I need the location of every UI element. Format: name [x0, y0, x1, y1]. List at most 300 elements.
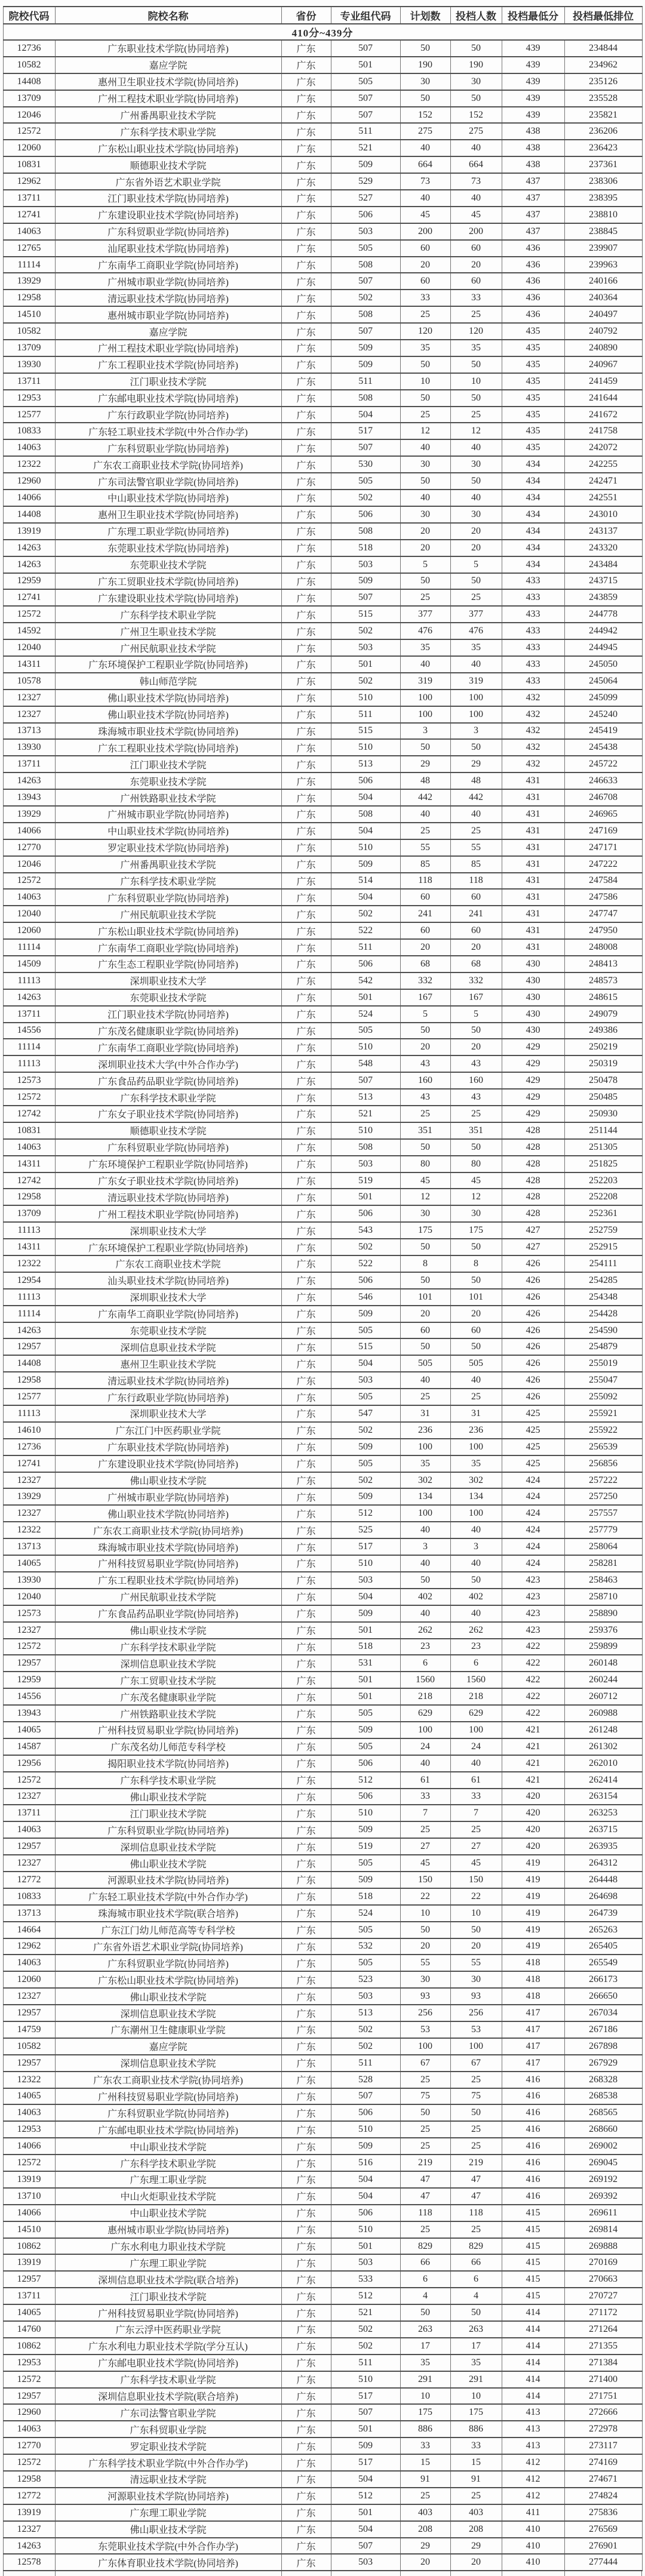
cell-college-name: 广东女子职业技术学院(协同培养) [55, 1106, 281, 1122]
cell-min-rank: 266650 [564, 1988, 642, 2005]
cell-admitted-count: 152 [450, 107, 502, 124]
table-row [3, 2188, 642, 2205]
cell-min-score: 433 [502, 589, 564, 606]
table-row [3, 606, 642, 623]
cell-college-name: 广东建设职业技术学院(协同培养) [55, 1455, 281, 1472]
cell-major-group-code: 542 [331, 972, 400, 989]
cell-college-name: 惠州城市职业学院(协同培养) [55, 306, 281, 323]
table-row [3, 1156, 642, 1172]
cell-plan-count: 93 [400, 1988, 450, 2005]
table-row [3, 1355, 642, 1372]
cell-province: 广东 [281, 1988, 331, 2005]
cell-plan-count: 50 [400, 1272, 450, 1289]
cell-major-group-code: 511 [331, 2055, 400, 2072]
cell-major-group-code: 505 [331, 1955, 400, 1971]
cell-min-rank: 235126 [564, 73, 642, 90]
cell-plan-count: 6 [400, 1655, 450, 1672]
table-row [3, 1205, 642, 1222]
cell-plan-count: 48 [400, 773, 450, 789]
cell-admitted-count: 505 [450, 1355, 502, 1372]
table-row [3, 1922, 642, 1938]
cell-min-rank: 267034 [564, 2005, 642, 2021]
cell-min-score: 416 [502, 2155, 564, 2171]
cell-min-rank: 260988 [564, 1705, 642, 1722]
cell-min-score: 424 [502, 1488, 564, 1505]
cell-major-group-code: 510 [331, 2221, 400, 2238]
col-header-min-rank: 投档最低排位 [564, 7, 642, 24]
cell-major-group-code: 505 [331, 1922, 400, 1938]
cell-admitted-count: 10 [450, 2388, 502, 2405]
cell-admitted-count: 476 [450, 623, 502, 639]
cell-province: 广东 [281, 1971, 331, 1988]
cell-admitted-count: 351 [450, 1122, 502, 1139]
cell-college-name: 深圳信息职业技术学院 [55, 1338, 281, 1355]
cell-min-score: 423 [502, 1572, 564, 1589]
table-row [3, 1322, 642, 1339]
cell-admitted-count: 48 [450, 773, 502, 789]
cell-admitted-count: 150 [450, 1872, 502, 1888]
cell-min-rank: 250930 [564, 1106, 642, 1122]
cell-major-group-code: 532 [331, 1938, 400, 1955]
cell-min-rank: 252208 [564, 1189, 642, 1205]
cell-admitted-count: 40 [450, 1522, 502, 1538]
cell-plan-count: 10 [400, 1905, 450, 1922]
cell-college-name: 嘉应学院 [55, 57, 281, 73]
cell-plan-count: 118 [400, 873, 450, 890]
cell-province: 广东 [281, 1239, 331, 1255]
cell-province: 广东 [281, 107, 331, 124]
cell-college-code: 14063 [3, 2104, 55, 2121]
cell-province: 广东 [281, 356, 331, 373]
cell-min-rank: 269611 [564, 2205, 642, 2221]
cell-min-rank: 256856 [564, 1455, 642, 1472]
cell-college-code: 12958 [3, 1372, 55, 1389]
cell-admitted-count: 47 [450, 2171, 502, 2188]
table-row [3, 439, 642, 456]
cell-college-code: 11114 [3, 1306, 55, 1322]
cell-admitted-count: 73 [450, 173, 502, 190]
cell-major-group-code: 503 [331, 1572, 400, 1589]
cell-college-code: 13930 [3, 1572, 55, 1589]
cell-min-rank: 247169 [564, 823, 642, 839]
table-row [3, 1855, 642, 1872]
cell-college-name: 江门职业技术学院 [55, 2288, 281, 2304]
cell-admitted-count: 629 [450, 1705, 502, 1722]
cell-plan-count: 20 [400, 939, 450, 956]
cell-college-name: 佛山职业技术学院 [55, 1622, 281, 1639]
cell-college-name: 广东轻工职业技术学院(中外合作办学) [55, 423, 281, 439]
cell-province: 广东 [281, 556, 331, 573]
table-row [3, 1755, 642, 1772]
cell-province: 广东 [281, 1055, 331, 1072]
cell-min-rank: 258890 [564, 1605, 642, 1622]
cell-admitted-count: 120 [450, 323, 502, 340]
table-row [3, 140, 642, 156]
cell-min-rank: 255922 [564, 1422, 642, 1439]
cell-college-name: 佛山职业技术学院(协同培养) [55, 1505, 281, 1522]
cell-province: 广东 [281, 623, 331, 639]
cell-college-code: 14263 [3, 773, 55, 789]
cell-major-group-code: 509 [331, 2138, 400, 2155]
table-row [3, 123, 642, 140]
cell-major-group-code: 513 [331, 756, 400, 773]
cell-min-rank: 254879 [564, 1338, 642, 1355]
cell-min-rank: 270169 [564, 2254, 642, 2271]
cell-admitted-count: 3 [450, 1538, 502, 1555]
cell-college-code: 12959 [3, 573, 55, 590]
table-row [3, 1655, 642, 1672]
cell-province: 广东 [281, 2371, 331, 2388]
cell-province: 广东 [281, 1789, 331, 1805]
cell-province: 广东 [281, 1922, 331, 1938]
cell-province: 广东 [281, 889, 331, 906]
cell-admitted-count: 22 [450, 1888, 502, 1905]
cell-college-code: 12958 [3, 290, 55, 306]
cell-min-score: 432 [502, 706, 564, 723]
cell-province: 广东 [281, 1622, 331, 1639]
cell-min-score: 439 [502, 73, 564, 90]
cell-admitted-count: 167 [450, 989, 502, 1006]
cutoff-cell [450, 2571, 502, 2576]
cell-college-code: 10582 [3, 2038, 55, 2055]
cell-major-group-code: 508 [331, 257, 400, 273]
cell-college-name: 广东司法警官职业学院 [55, 2404, 281, 2421]
cell-min-rank: 270727 [564, 2288, 642, 2304]
table-row [3, 2538, 642, 2555]
table-row [3, 1488, 642, 1505]
cell-plan-count: 256 [400, 2005, 450, 2021]
cell-province: 广东 [281, 2138, 331, 2155]
cell-province: 广东 [281, 989, 331, 1006]
cell-college-name: 佛山职业技术学院 [55, 2521, 281, 2538]
table-row [3, 340, 642, 356]
cell-admitted-count: 403 [450, 2504, 502, 2521]
cell-college-name: 广州科技贸易职业学院(协同培养) [55, 2304, 281, 2321]
cell-plan-count: 262 [400, 1622, 450, 1639]
cell-province: 广东 [281, 1505, 331, 1522]
cell-min-score: 435 [502, 356, 564, 373]
cell-province: 广东 [281, 373, 331, 390]
cell-min-rank: 248008 [564, 939, 642, 956]
cell-min-score: 412 [502, 2454, 564, 2471]
table-header-row [3, 7, 642, 24]
cell-min-score: 417 [502, 2005, 564, 2021]
table-row [3, 922, 642, 939]
cell-min-rank: 267898 [564, 2038, 642, 2055]
cell-college-name: 嘉应学院 [55, 2038, 281, 2055]
cell-college-code: 12742 [3, 1172, 55, 1189]
cell-major-group-code: 503 [331, 639, 400, 656]
table-row [3, 2388, 642, 2405]
cell-college-code: 11114 [3, 939, 55, 956]
cell-province: 广东 [281, 40, 331, 57]
table-row [3, 656, 642, 673]
cell-plan-count: 15 [400, 2454, 450, 2471]
cell-major-group-code: 506 [331, 2104, 400, 2121]
cell-plan-count: 24 [400, 1738, 450, 1755]
cutoff-cell [502, 2571, 564, 2576]
cell-min-score: 431 [502, 873, 564, 890]
table-row [3, 2121, 642, 2138]
cell-province: 广东 [281, 140, 331, 156]
cell-plan-count: 17 [400, 2338, 450, 2355]
cell-college-name: 广东职业技术学院(协同培养) [55, 1439, 281, 1455]
cell-college-name: 广东省外语艺术职业学院 [55, 173, 281, 190]
cell-admitted-count: 31 [450, 1405, 502, 1422]
cell-college-code: 12327 [3, 690, 55, 706]
cell-plan-count: 629 [400, 1705, 450, 1722]
cell-min-score: 422 [502, 1655, 564, 1672]
cell-college-name: 广东科学技术职业学院 [55, 2155, 281, 2171]
cell-admitted-count: 35 [450, 639, 502, 656]
cell-major-group-code: 504 [331, 407, 400, 423]
cell-major-group-code: 506 [331, 207, 400, 223]
cell-min-rank: 243320 [564, 540, 642, 556]
cell-plan-count: 20 [400, 540, 450, 556]
cell-major-group-code: 515 [331, 723, 400, 740]
cell-min-score: 413 [502, 2421, 564, 2437]
cell-major-group-code: 508 [331, 1139, 400, 1156]
col-header-province: 省份 [281, 7, 331, 24]
cell-college-code: 12957 [3, 1838, 55, 1855]
table-row [3, 1372, 642, 1389]
cell-province: 广东 [281, 1605, 331, 1622]
cell-college-code: 10582 [3, 323, 55, 340]
cell-plan-count: 505 [400, 1355, 450, 1372]
cell-min-score: 431 [502, 806, 564, 823]
cell-major-group-code: 507 [331, 107, 400, 124]
cell-plan-count: 7 [400, 1805, 450, 1821]
table-row [3, 1422, 642, 1439]
cell-min-score: 435 [502, 373, 564, 390]
cell-min-rank: 239907 [564, 240, 642, 257]
cell-admitted-count: 200 [450, 223, 502, 240]
cell-admitted-count: 262 [450, 1622, 502, 1639]
cell-min-score: 428 [502, 1139, 564, 1156]
cell-province: 广东 [281, 1688, 331, 1705]
cell-plan-count: 476 [400, 623, 450, 639]
cell-province: 广东 [281, 173, 331, 190]
cell-admitted-count: 20 [450, 523, 502, 540]
cell-college-code: 13711 [3, 373, 55, 390]
cell-major-group-code: 511 [331, 939, 400, 956]
cell-major-group-code: 528 [331, 2072, 400, 2088]
cell-plan-count: 40 [400, 1555, 450, 1572]
table-row [3, 589, 642, 606]
cell-province: 广东 [281, 723, 331, 740]
cell-min-score: 432 [502, 756, 564, 773]
cell-province: 广东 [281, 2521, 331, 2538]
cell-province: 广东 [281, 57, 331, 73]
cell-min-score: 430 [502, 989, 564, 1006]
cell-plan-count: 50 [400, 473, 450, 490]
table-row [3, 1789, 642, 1805]
cell-admitted-count: 45 [450, 207, 502, 223]
cell-admitted-count: 80 [450, 1156, 502, 1172]
cutoff-cell [331, 2571, 400, 2576]
cell-plan-count: 100 [400, 706, 450, 723]
cell-admitted-count: 60 [450, 240, 502, 257]
cell-college-code: 14063 [3, 223, 55, 240]
cell-admitted-count: 101 [450, 1289, 502, 1306]
cell-min-score: 431 [502, 789, 564, 806]
cell-min-rank: 245064 [564, 673, 642, 690]
cell-min-score: 417 [502, 2055, 564, 2072]
cell-province: 广东 [281, 1855, 331, 1872]
cell-province: 广东 [281, 1106, 331, 1122]
cell-college-code: 11114 [3, 257, 55, 273]
table-row [3, 1955, 642, 1971]
table-row [3, 306, 642, 323]
cell-college-code: 12954 [3, 1272, 55, 1289]
cell-province: 广东 [281, 856, 331, 873]
table-row [3, 2021, 642, 2038]
cell-province: 广东 [281, 1872, 331, 1888]
cell-min-rank: 267186 [564, 2021, 642, 2038]
cell-major-group-code: 501 [331, 1189, 400, 1205]
cell-min-score: 432 [502, 690, 564, 706]
cell-min-score: 427 [502, 1239, 564, 1255]
table-row [3, 423, 642, 439]
cell-min-rank: 262010 [564, 1755, 642, 1772]
cell-plan-count: 351 [400, 1122, 450, 1139]
table-row [3, 1338, 642, 1355]
cell-college-name: 广东司法警官职业学院(协同培养) [55, 473, 281, 490]
cell-plan-count: 20 [400, 1039, 450, 1055]
cell-admitted-count: 25 [450, 2488, 502, 2504]
cell-min-score: 430 [502, 956, 564, 972]
table-row [3, 1272, 642, 1289]
cell-min-rank: 254590 [564, 1322, 642, 1339]
cell-admitted-count: 60 [450, 889, 502, 906]
table-row [3, 1938, 642, 1955]
cell-admitted-count: 100 [450, 1722, 502, 1738]
cell-min-rank: 264312 [564, 1855, 642, 1872]
table-row [3, 989, 642, 1006]
cell-admitted-count: 50 [450, 1023, 502, 1039]
cell-province: 广东 [281, 190, 331, 207]
cell-major-group-code: 510 [331, 690, 400, 706]
cell-college-code: 13713 [3, 1538, 55, 1555]
cell-min-score: 414 [502, 2388, 564, 2405]
cell-college-name: 广东水利电力职业技术学院(学分互认) [55, 2338, 281, 2355]
cell-college-name: 江门职业技术学院 [55, 756, 281, 773]
cell-college-code: 12327 [3, 2521, 55, 2538]
cell-min-score: 434 [502, 556, 564, 573]
cell-admitted-count: 5 [450, 1006, 502, 1023]
table-row [3, 739, 642, 756]
cell-province: 广东 [281, 1538, 331, 1555]
cell-major-group-code: 504 [331, 2521, 400, 2538]
cell-min-rank: 274824 [564, 2488, 642, 2504]
cell-college-name: 广东理工职业学院(协同培养) [55, 523, 281, 540]
cell-major-group-code: 504 [331, 823, 400, 839]
cell-plan-count: 27 [400, 1838, 450, 1855]
cell-min-rank: 269192 [564, 2171, 642, 2188]
cell-plan-count: 25 [400, 1821, 450, 1838]
table-row [3, 207, 642, 223]
cell-min-score: 418 [502, 1988, 564, 2005]
cell-min-rank: 236206 [564, 123, 642, 140]
cell-admitted-count: 45 [450, 1855, 502, 1872]
cell-min-score: 414 [502, 2321, 564, 2338]
cell-major-group-code: 506 [331, 506, 400, 523]
cell-college-code: 13930 [3, 739, 55, 756]
cell-college-name: 东莞职业技术学院 [55, 989, 281, 1006]
cell-admitted-count: 50 [450, 1139, 502, 1156]
cell-min-score: 426 [502, 1255, 564, 1272]
cell-min-score: 424 [502, 1472, 564, 1489]
table-row [3, 1639, 642, 1655]
cell-plan-count: 20 [400, 2554, 450, 2571]
cell-admitted-count: 50 [450, 356, 502, 373]
cell-admitted-count: 35 [450, 2355, 502, 2371]
cell-college-code: 12953 [3, 2121, 55, 2138]
cell-plan-count: 20 [400, 1938, 450, 1955]
cell-plan-count: 80 [400, 1156, 450, 1172]
cell-plan-count: 134 [400, 1488, 450, 1505]
cell-min-score: 431 [502, 939, 564, 956]
cell-province: 广东 [281, 1589, 331, 1605]
cell-province: 广东 [281, 2504, 331, 2521]
cell-province: 广东 [281, 789, 331, 806]
cell-major-group-code: 515 [331, 1338, 400, 1355]
cell-province: 广东 [281, 2021, 331, 2038]
cell-min-rank: 271384 [564, 2355, 642, 2371]
cell-min-rank: 275836 [564, 2504, 642, 2521]
cell-plan-count: 25 [400, 306, 450, 323]
table-row [3, 1006, 642, 1023]
cell-major-group-code: 504 [331, 2171, 400, 2188]
table-row [3, 639, 642, 656]
table-row [3, 407, 642, 423]
cell-plan-count: 175 [400, 2404, 450, 2421]
cell-major-group-code: 521 [331, 140, 400, 156]
cell-min-rank: 249079 [564, 1006, 642, 1023]
cell-plan-count: 25 [400, 1389, 450, 1405]
cell-admitted-count: 332 [450, 972, 502, 989]
cell-major-group-code: 505 [331, 1855, 400, 1872]
cell-major-group-code: 517 [331, 423, 400, 439]
cell-min-rank: 263935 [564, 1838, 642, 1855]
cell-college-code: 12322 [3, 456, 55, 473]
cell-major-group-code: 509 [331, 1722, 400, 1738]
table-row [3, 1805, 642, 1821]
cell-min-rank: 249386 [564, 1023, 642, 1039]
cell-province: 广东 [281, 1189, 331, 1205]
cell-min-rank: 234844 [564, 40, 642, 57]
table-row [3, 2454, 642, 2471]
cell-admitted-count: 208 [450, 2521, 502, 2538]
cell-plan-count: 30 [400, 506, 450, 523]
cell-admitted-count: 61 [450, 1772, 502, 1789]
cell-province: 广东 [281, 2488, 331, 2504]
cell-min-rank: 271400 [564, 2371, 642, 2388]
cell-min-score: 410 [502, 2554, 564, 2571]
cell-plan-count: 22 [400, 1888, 450, 1905]
cell-admitted-count: 10 [450, 1905, 502, 1922]
cell-major-group-code: 502 [331, 290, 400, 306]
cell-major-group-code: 508 [331, 806, 400, 823]
cell-college-code: 13919 [3, 2504, 55, 2521]
cell-college-name: 揭阳职业技术学院(协同培养) [55, 1755, 281, 1772]
cell-min-rank: 259899 [564, 1639, 642, 1655]
cell-min-rank: 264448 [564, 1872, 642, 1888]
cell-plan-count: 35 [400, 639, 450, 656]
table-body [3, 40, 642, 2571]
cell-college-code: 12953 [3, 390, 55, 407]
cell-plan-count: 5 [400, 1006, 450, 1023]
